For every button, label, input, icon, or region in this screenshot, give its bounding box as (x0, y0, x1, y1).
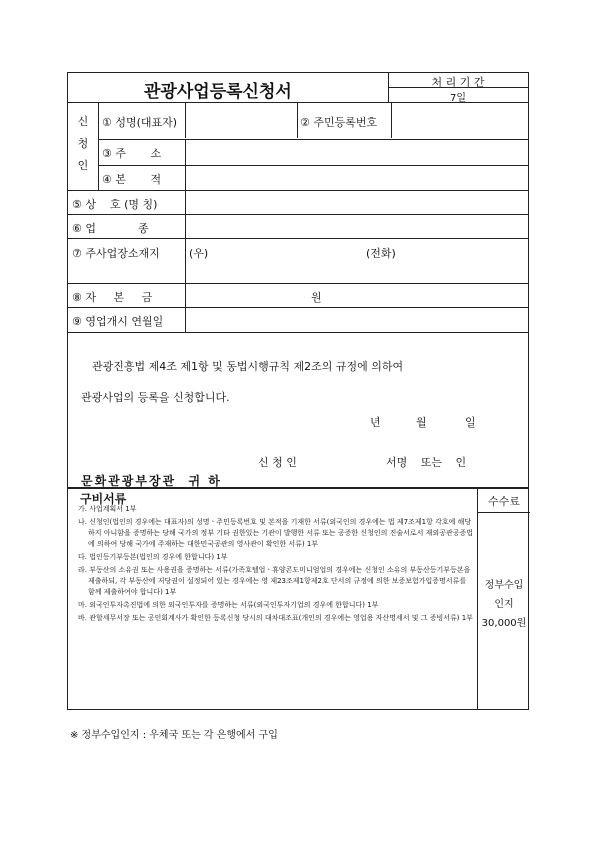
name-field[interactable] (186, 103, 296, 139)
open-date-row (68, 308, 528, 333)
capital-row (68, 284, 528, 308)
applicant-char-2: 청 (77, 137, 89, 150)
document-item: 바. 관할세무서장 또는 공인회계사가 확인한 등록신청 당시의 대차대조표(개인의 경우에는 영업용 자산명세서 및 그 증빙서류) 1부 (78, 614, 473, 622)
applicant-group-label (68, 111, 98, 177)
recipient-line: 문화관광부장관 귀 하 (81, 474, 222, 488)
document-item: 라. 부동산의 소유권 또는 사용권을 증명하는 서류(가족호텔업ㆍ휴양콘도미니엄업의 경우에는 신청인 소유의 부동산등기부등본을 제출하되, 각 부동산에 저당권이 설정되어 있는 경우에는 영 제23조제1항제2호 단서의 규정에 의한 보증보험가입증명서류를 함께 제출하여야 합니다) 1부 (78, 566, 471, 596)
fee-line-3: 30,000원 (481, 618, 527, 629)
processing-period-label: 처 리 기 간 (431, 76, 485, 89)
date-month-label: 월 (416, 416, 427, 429)
fee-stamp (478, 576, 530, 633)
declaration-line-1: 관광진흥법 제4조 제1항 및 동법시행규칙 제2조의 규정에 의하여 (92, 360, 404, 373)
documents-block (68, 488, 528, 709)
registration-form (67, 72, 529, 710)
declaration-line-2: 관광사업의 등록을 신청합니다. (81, 391, 230, 404)
open-date-field[interactable] (186, 308, 528, 333)
trade-name-row (68, 191, 528, 215)
business-type-field[interactable] (186, 215, 528, 239)
title-row (68, 73, 528, 103)
fee-label: 수수료 (488, 495, 520, 508)
location-label: ⑦ 주사업장소재지 (72, 247, 160, 260)
address-label: ③ 주 소 (102, 147, 162, 160)
trade-name-field[interactable] (186, 191, 528, 215)
origin-field[interactable] (186, 166, 528, 191)
open-date-label: ⑨ 영업개시 연월일 (72, 315, 164, 328)
documents-heading: 구비서류 (80, 492, 127, 506)
applicant-sign-label: 신 청 인 (258, 456, 297, 469)
capital-field[interactable] (186, 284, 306, 308)
origin-label: ④ 본 적 (102, 173, 162, 186)
date-day-label: 일 (465, 416, 476, 429)
business-type-label: ⑥ 업 종 (72, 222, 149, 235)
fee-line-1: 정부수입 (484, 580, 524, 591)
document-item: 다. 법인등기부등본(법인의 경우에 한합니다) 1부 (78, 553, 228, 561)
postal-label: (우) (189, 247, 209, 260)
rrn-label: ② 주민등록번호 (300, 116, 378, 129)
applicant-char-3: 인 (77, 159, 89, 172)
location-row (68, 239, 528, 284)
form-title: 관광사업등록신청서 (144, 82, 292, 102)
capital-label: ⑧ 자 본 금 (72, 291, 153, 304)
date-year-label: 년 (370, 416, 381, 429)
fee-line-2: 인지 (494, 599, 514, 610)
document-item: 나. 신청인(법인의 경우에는 대표자)의 성명ㆍ주민등록번호 및 본적을 기재한 서류(외국인의 경우에는 법 제7조제1항 각호에 해당하지 아니함을 증명하는 당해 국가의 정부 기타 권한있는 기관이 발행한 서류 또는 공증한 신청인의 진술서로서 재외공관공증법에 의하여 당해 국가에 주재하는 대한민국공관의 영사관이 확인한 서류) 1부 (78, 518, 473, 548)
document-item: 마. 외국인투자촉진법에 의한 외국인투자를 증명하는 서류(외국인투자기업의 경우에 한합니다) 1부 (78, 601, 379, 609)
location-field[interactable] (186, 259, 528, 283)
declaration-block (68, 333, 528, 488)
name-label: ① 성명(대표자) (102, 116, 178, 129)
processing-period-value: 7일 (449, 93, 467, 104)
capital-unit: 원 (311, 291, 322, 304)
trade-name-label: ⑤ 상 호 (명 칭) (72, 198, 158, 211)
documents-list (78, 504, 473, 624)
signature-label: 서명 또는 인 (386, 456, 467, 469)
phone-label: (전화) (366, 247, 396, 260)
address-field[interactable] (186, 140, 528, 165)
business-type-row (68, 215, 528, 239)
document-item: 가. 사업계획서 1부 (78, 505, 137, 513)
footnote: ※ 정부수입인지 : 우체국 또는 각 은행에서 구입 (70, 730, 278, 741)
rrn-field[interactable] (392, 103, 529, 139)
applicant-block (68, 103, 528, 191)
applicant-char-1: 신 (77, 115, 89, 128)
